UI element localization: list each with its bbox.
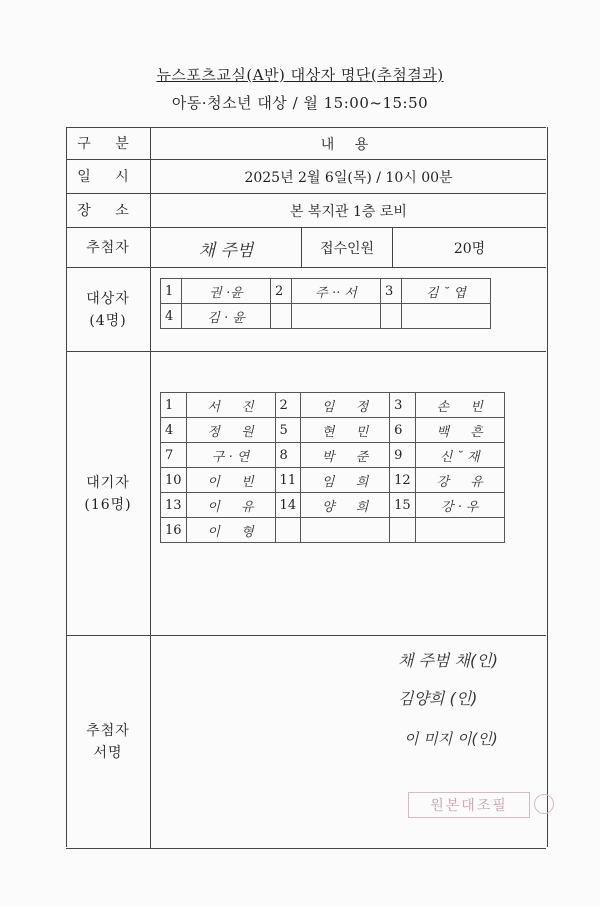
cell-name: 이 형 [186, 518, 275, 543]
cell-name: 백 흔 [415, 418, 504, 443]
cell-name: 양 희 [301, 493, 390, 518]
cell-no: 1 [161, 393, 187, 418]
cell-no: 2 [275, 393, 301, 418]
document-title: 뉴스포츠교실(A반) 대상자 명단(추첨결과) [156, 66, 444, 84]
cell-no: 9 [390, 443, 416, 468]
value-date: 2025년 2월 6일(목) / 10시 00분 [244, 170, 453, 186]
table-row [161, 304, 491, 329]
cell-no: 14 [275, 493, 301, 518]
cell-no: 6 [390, 418, 416, 443]
cell-no: 3 [381, 279, 402, 304]
row-drawer [66, 227, 546, 268]
cell-name: 이 유 [186, 493, 275, 518]
label-date: 일 시 [66, 160, 151, 194]
cell-name: 손 빈 [415, 393, 504, 418]
label-waiting-count: (16명) [84, 497, 132, 513]
cell-name: 현 민 [301, 418, 390, 443]
cell-no: 8 [275, 443, 301, 468]
cell-name [292, 304, 381, 329]
seal-icon [534, 794, 554, 814]
row-date [66, 159, 546, 194]
selected-table [160, 278, 491, 329]
waiting-table [160, 392, 505, 543]
value-place: 본 복지관 1층 로비 [290, 204, 407, 220]
label-selected-group [66, 268, 151, 352]
cell-no [271, 304, 292, 329]
cell-name: 이 빈 [186, 468, 275, 493]
table-row [161, 443, 505, 468]
cell-no: 11 [275, 468, 301, 493]
row-category [66, 127, 546, 160]
value-drawer: 채 주범 [151, 228, 302, 268]
cell-name [301, 518, 390, 543]
cell-no: 1 [161, 279, 182, 304]
document-subtitle: 아동·청소년 대상 / 월 15:00~15:50 [171, 94, 429, 112]
cell-name: 김 · 윤 [182, 304, 271, 329]
cell-name [415, 518, 504, 543]
cell-name: 김 ˘ 엽 [402, 279, 491, 304]
cell-name [402, 304, 491, 329]
cell-name: 구 · 연 [186, 443, 275, 468]
cell-name: 박 준 [301, 443, 390, 468]
cell-no [390, 518, 416, 543]
cell-no [275, 518, 301, 543]
cell-name: 서 진 [186, 393, 275, 418]
cell-name: 정 원 [186, 418, 275, 443]
label-waiting: 대기자 [86, 475, 130, 491]
table-row [161, 493, 505, 518]
cell-no: 4 [161, 304, 182, 329]
table-row [161, 279, 491, 304]
cell-no: 12 [390, 468, 416, 493]
row-place [66, 193, 546, 228]
cell-name: 권 ·윤 [182, 279, 271, 304]
label-category: 구 분 [66, 128, 151, 160]
cell-name: 임 희 [301, 468, 390, 493]
value-count: 20명 [453, 241, 486, 257]
cell-no: 3 [390, 393, 416, 418]
signature-3: 이 미지 이(인) [404, 730, 498, 748]
label-drawer: 추첨자 [66, 228, 151, 268]
cell-no [381, 304, 402, 329]
cell-name: 주 ·· 서 [292, 279, 381, 304]
table-row [161, 468, 505, 493]
value-category: 내 용 [320, 137, 377, 153]
cell-no: 15 [390, 493, 416, 518]
cell-no: 13 [161, 493, 187, 518]
cell-no: 10 [161, 468, 187, 493]
label-count: 접수인원 [302, 228, 393, 268]
cell-name: 강 유 [415, 468, 504, 493]
original-copy-stamp: 원본대조필 [408, 792, 530, 818]
cell-name: 임 정 [301, 393, 390, 418]
cell-no: 16 [161, 518, 187, 543]
label-selected: 대상자 [86, 291, 130, 307]
label-waiting-group [66, 352, 151, 636]
cell-no: 4 [161, 418, 187, 443]
label-selected-count: (4명) [89, 313, 127, 329]
table-row [161, 518, 505, 543]
cell-no: 5 [275, 418, 301, 443]
cell-name: 신 ˘ 재 [415, 443, 504, 468]
cell-no: 7 [161, 443, 187, 468]
label-signers: 추첨자 서명 [66, 636, 151, 848]
table-row [161, 418, 505, 443]
table-row [161, 393, 505, 418]
label-place: 장 소 [66, 194, 151, 228]
signature-2: 김양희 (인) [398, 689, 478, 708]
cell-name: 강 · 우 [415, 493, 504, 518]
cell-no: 2 [271, 279, 292, 304]
signature-1: 채 주범 채(인) [398, 651, 498, 670]
